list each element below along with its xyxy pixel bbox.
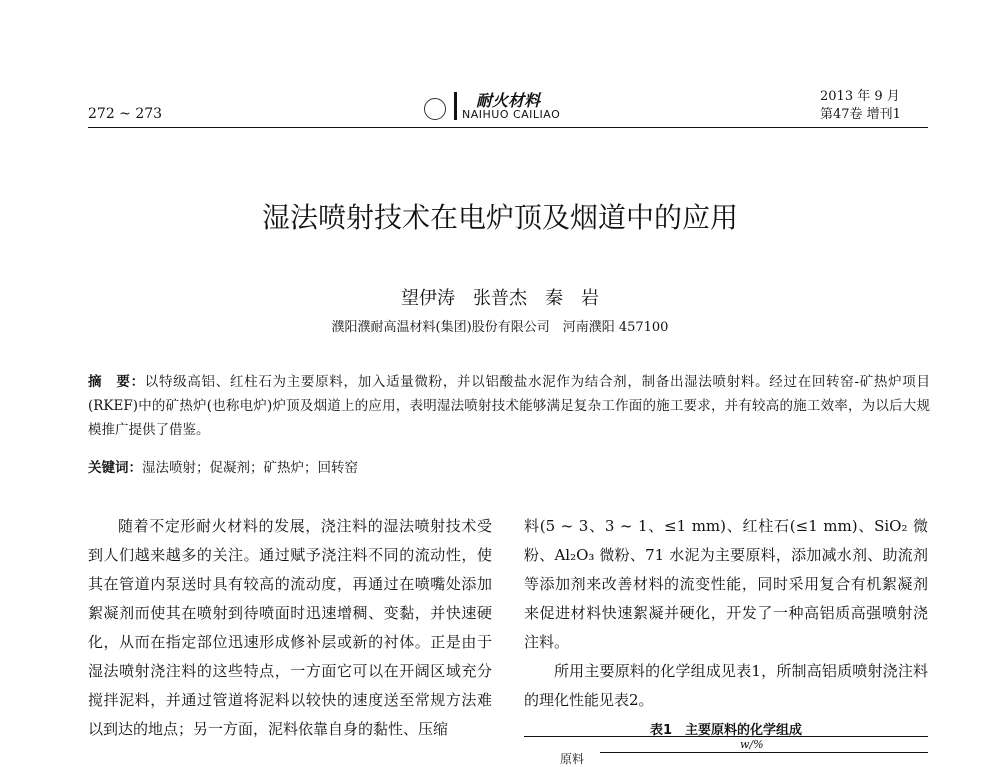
issue-volume: 第47卷 增刊1: [820, 107, 901, 122]
logo-bar: [454, 92, 457, 120]
abstract: [88, 370, 930, 442]
table-header-rule: [600, 752, 928, 753]
keywords: [88, 456, 358, 476]
journal-logo: [424, 88, 604, 124]
header-rule: [88, 127, 928, 128]
table-caption: 表1 主要原料的化学组成: [649, 723, 803, 738]
issue-date: 2013 年 9 月: [820, 89, 900, 104]
issue-info: [820, 88, 901, 124]
journal-name-en: NAIHUO CAILIAO: [462, 108, 561, 121]
page-range: 272 ~ 273: [88, 106, 163, 122]
body-paragraph: 随着不定形耐火材料的发展，浇注料的湿法喷射技术受到人们越来越多的关注。通过赋予浇注料不同的流动性，使其在管道内泵送时具有较高的流动度，再通过在喷嘴处添加絮凝剂而使其在喷射到待喷面时迅速增稠、变黏，并快速硬化，从而在指定部位迅速形成修补层或新的衬体。正是由于湿法喷射浇注料的这些特点，一方面它可以在开阔区域充分搅拌泥料，并通过管道将泥料以较快的速度送至常规方法难以到达的地点；另一方面，泥料依靠自身的黏性、压缩: [88, 517, 492, 738]
abstract-label: 摘 要：: [88, 374, 145, 390]
affiliation: 濮阳濮耐高温材料(集团)股份有限公司 河南濮阳 457100: [331, 320, 669, 335]
body-right-column: [524, 512, 928, 715]
abstract-text: 以特级高铝、红柱石为主要原料，加入适量微粉，并以铝酸盐水泥作为结合剂，制备出湿法喷射料。经过在回转窑-矿热炉项目(RKEF)中的矿热炉(也称电炉)炉顶及烟道上的应用，表明湿法喷射技术能够满足复杂工作面的施工要求，并有较高的施工效率，为以后大规模推广提供了借鉴。: [88, 374, 931, 438]
journal-name-cn: 耐火材料: [476, 91, 541, 110]
body-paragraph: 所用主要原料的化学组成见表1，所制高铝质喷射浇注料的理化性能见表2。: [524, 662, 928, 709]
table-top-rule: [524, 736, 928, 737]
journal-emblem-icon: [424, 98, 446, 120]
table-column-header: 原料: [560, 752, 585, 766]
paper-title: 湿法喷射技术在电炉顶及烟道中的应用: [261, 201, 738, 234]
body-paragraph: 料(5 ~ 3、3 ~ 1、≤1 mm)、红柱石(≤1 mm)、SiO₂ 微粉、Al₂O₃ 微粉、71 水泥为主要原料，添加减水剂、助流剂等添加剂来改善材料的流变性能，同时采用复合有机絮凝剂来促进材料快速絮凝并硬化，开发了一种高铝质高强喷射浇注料。: [524, 517, 928, 651]
keywords-label: 关键词：: [88, 460, 142, 476]
keywords-text: 湿法喷射；促凝剂；矿热炉；回转窑: [142, 460, 358, 476]
table-unit: w/%: [740, 738, 764, 751]
body-left-column: [88, 512, 492, 744]
authors: 望伊涛 张普杰 秦 岩: [401, 288, 599, 309]
